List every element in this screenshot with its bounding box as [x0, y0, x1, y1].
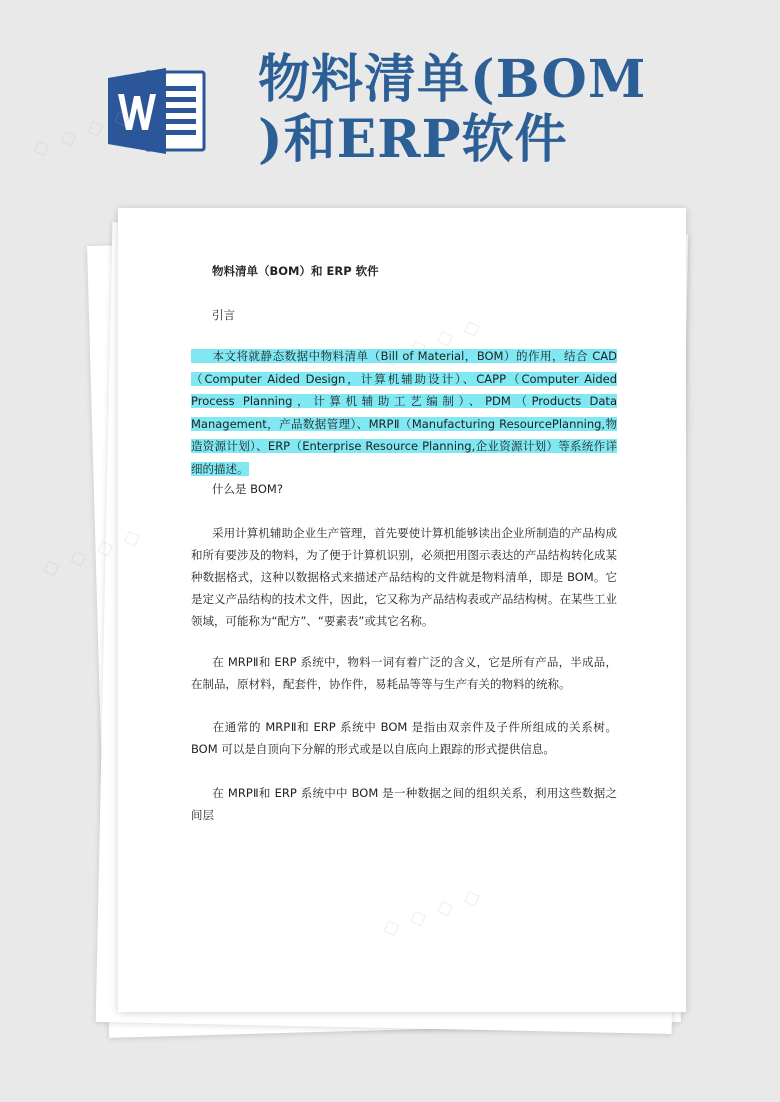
watermark: ◇ ◇ ◇ ◇	[38, 522, 146, 583]
heading-intro: 引言	[212, 308, 235, 322]
banner-title: 物料清单(BOM )和ERP软件	[258, 49, 647, 170]
intro-paragraph	[191, 345, 617, 480]
heading-what-is-bom: 什么是 BOM?	[212, 482, 283, 496]
paragraph-4: 在 MRPⅡ和 ERP 系统中中 BOM 是一种数据之间的组织关系，利用这些数据之间层	[191, 786, 617, 822]
highlighted-text: 本文将就静态数据中物料清单（Bill of Material，BOM）的作用，结合 CAD（Computer Aided Design，计算机辅助设计）、CAPP（Computer Aided Process Planning，计算机辅助工艺编制）、PDM（Products Data Management，产品数据管理）、MRPⅡ（Manufacturing ResourcePlanning,物造资源计划）、ERP（Enterprise Resource Planning,企业资源计划）等系统作详细的描述。	[191, 349, 617, 476]
word-icon	[108, 66, 208, 156]
watermark: ◇ ◇ ◇ ◇	[28, 102, 136, 163]
document-title: 物料清单（BOM）和 ERP 软件	[212, 264, 379, 278]
paragraph-3: 在通常的 MRPⅡ和 ERP 系统中 BOM 是指由双亲件及子件所组成的关系树。BOM 可以是自顶向下分解的形式或是以自底向上跟踪的形式提供信息。	[191, 720, 617, 756]
paragraph-2: 在 MRPⅡ和 ERP 系统中，物料一词有着广泛的含义，它是所有产品，半成品，在制品，原材料，配套件，协作件，易耗品等等与生产有关的物料的统称。	[191, 655, 617, 691]
paragraph-1: 采用计算机辅助企业生产管理，首先要使计算机能够读出企业所制造的产品构成和所有要涉及的物料，为了便于计算机识别，必须把用图示表达的产品结构转化成某种数据格式，这种以数据格式来描述产品结构的文件就是物料清单，即是 BOM。它是定义产品结构的技术文件，因此，它又称为产品结构表或产品结构树。在某些工业领域，可能称为“配方”、“要素表”或其它名称。	[191, 526, 617, 628]
